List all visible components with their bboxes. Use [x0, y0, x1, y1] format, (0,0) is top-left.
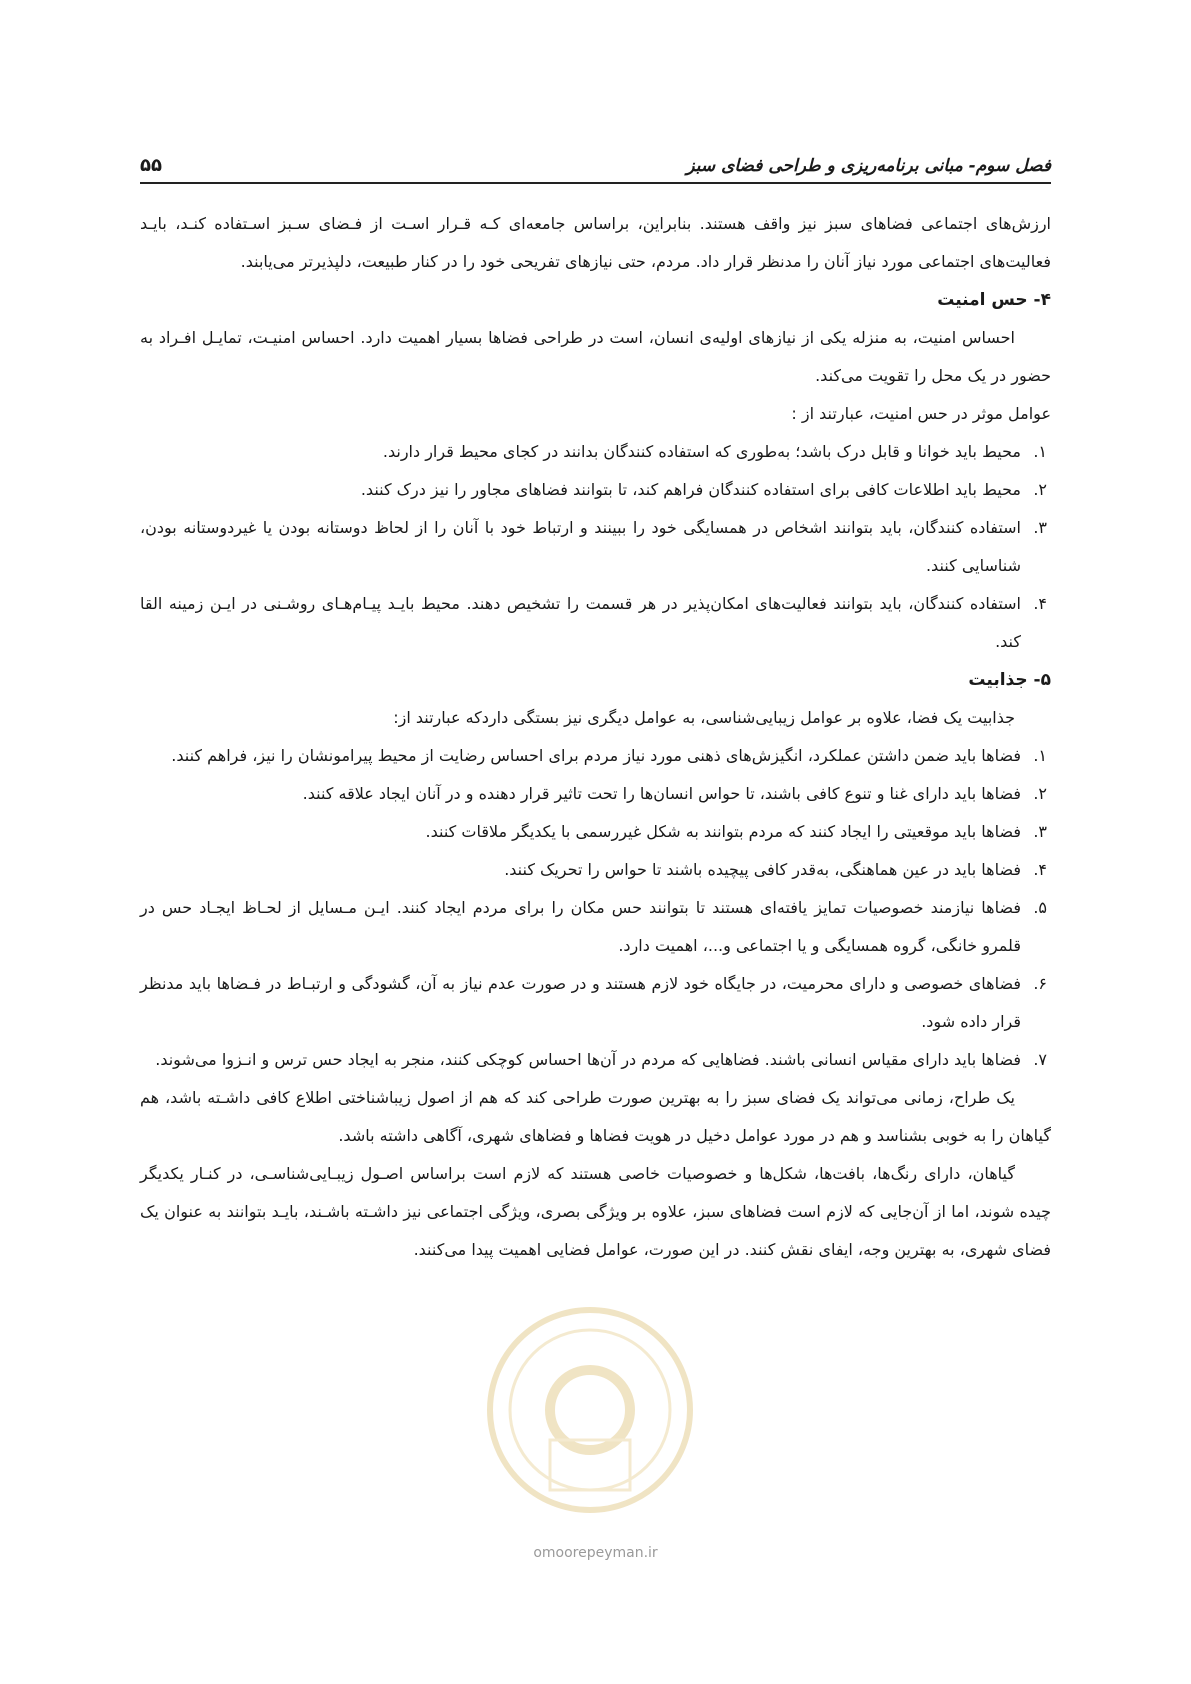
list-text: محیط باید خوانا و قابل درک باشد؛ به‌طوری که استفاده کنندگان بدانند در کجای محیط قرار دارند.: [382, 442, 1021, 461]
list-text: فضاهای خصوصی و دارای محرمیت، در جایگاه خود لازم هستند و در صورت عدم نیاز به آن، گشودگی و ارتبـاط در فـضاها باید مدنظر قرار داده شود.: [140, 974, 1021, 1031]
list-item: [140, 965, 1051, 1041]
list-number: ۶.: [1033, 974, 1047, 993]
list-text: فضاها نیازمند خصوصیات تمایز یافته‌ای هستند تا بتوانند حس مکان را برای مردم ایجاد کنند. ایـن مـسایل از لحـاظ ایجـاد حس در قلمرو خانگی، گروه همسایگی و یا اجتماعی و...، اهمیت دارد.: [140, 898, 1021, 955]
paragraph: عوامل موثر در حس امنیت، عبارتند از :: [791, 404, 1051, 423]
list-item: [140, 433, 1051, 471]
page-header: [140, 140, 1051, 184]
list-number: ۵.: [1033, 898, 1047, 917]
section-heading: ۴- حس امنیت: [937, 290, 1051, 310]
paragraph: احساس امنیت، به منزله یکی از نیازهای اولیه‌ی انسان، است در طراحی فضاها بسیار اهمیت دارد. احساس امنیـت، تمایـل افـراد به حضور در یک محل را تقویت می‌کند.: [140, 328, 1051, 385]
page-body: [140, 205, 1051, 1269]
list-text: استفاده کنندگان، باید بتوانند اشخاص در همسایگی خود را ببینند و ارتباط خود با آنان را از لحاظ دوستانه بودن یا غیردوستانه بودن، شناسایی کنند.: [140, 518, 1021, 575]
list-item: [140, 775, 1051, 813]
chapter-title: فصل سوم- مبانی برنامه‌ریزی و طراحی فضای سبز: [686, 156, 1051, 176]
watermark-logo-icon: [480, 1300, 700, 1520]
list-item: [140, 471, 1051, 509]
list-text: فضاها باید موقعیتی را ایجاد کنند که مردم بتوانند به شکل غیررسمی با یکدیگر ملاقات کنند.: [425, 822, 1021, 841]
list-text: فضاها باید در عین هماهنگی، به‌قدر کافی پیچیده باشند تا حواس را تحریک کنند.: [504, 860, 1021, 879]
paragraph: یک طراح، زمانی می‌تواند یک فضای سبز را به بهترین صورت طراحی کند که هم از اصول زیباشناختی اطلاع کافی داشـته باشد، هم گیاهان را به خوبی بشناسد و هم در مورد عوامل دخیل در هویت فضاها و فضاهای شهری، آگاهی داشته باشد.: [140, 1088, 1051, 1145]
list-item: [140, 813, 1051, 851]
list-item: [140, 1041, 1051, 1079]
list-text: فضاها باید دارای غنا و تنوع کافی باشند، تا حواس انسان‌ها را تحت تاثیر قرار دهنده و در آنان ایجاد علاقه کنند.: [302, 784, 1021, 803]
list-item: [140, 509, 1051, 585]
list-number: ۳.: [1033, 822, 1047, 841]
paragraph: گیاهان، دارای رنگ‌ها، بافت‌ها، شکل‌ها و خصوصیات خاصی هستند که لازم است براساس اصـول زیبـایی‌شناسـی، در کنـار یکدیگر چیده شوند، اما از آن‌جایی که لازم است فضاهای سبز، علاوه بر ویژگی بصری، ویژگی اجتماعی نیز داشـته باشـند، بایـد بتوانند به عنوان یک فضای شهری، به بهترین وجه، ایفای نقش کنند. در این صورت، عوامل فضایی اهمیت پیدا می‌کنند.: [140, 1164, 1051, 1259]
paragraph: جذابیت یک فضا، علاوه بر عوامل زیبایی‌شناسی، به عوامل دیگری نیز بستگی داردکه عبارتند از:: [393, 708, 1015, 727]
page-number: ۵۵: [140, 155, 162, 176]
paragraph: ارزش‌های اجتماعی فضاهای سبز نیز واقف هستند. بنابراین، براساس جامعه‌ای کـه قـرار اسـت از فـضای سـبز اسـتفاده کنـد، بایـد فعالیت‌های اجتماعی مورد نیاز آنان را مدنظر قرار داد. مردم، حتی نیازهای تفریحی خود را در کنار طبیعت، دلپذیرتر می‌یابند.: [140, 214, 1051, 271]
list-number: ۲.: [1033, 784, 1047, 803]
list-text: فضاها باید ضمن داشتن عملکرد، انگیزش‌های ذهنی مورد نیاز مردم برای احساس رضایت از محیط پیرامونشان را نیز، فراهم کنند.: [171, 746, 1021, 765]
list-number: ۷.: [1033, 1050, 1047, 1069]
list-number: ۴.: [1033, 594, 1047, 613]
numbered-list: [140, 737, 1051, 1079]
list-number: ۳.: [1033, 518, 1047, 537]
numbered-list: [140, 433, 1051, 661]
list-text: محیط باید اطلاعات کافی برای استفاده کنندگان فراهم کند، تا بتوانند فضاهای مجاور را نیز درک کنند.: [360, 480, 1021, 499]
list-text: استفاده کنندگان، باید بتوانند فعالیت‌های امکان‌پذیر در هر قسمت را تشخیص دهند. محیط بایـد پیـام‌هـای روشـنی در ایـن زمینه القا کند.: [140, 594, 1021, 651]
list-number: ۱.: [1033, 746, 1047, 765]
list-item: [140, 737, 1051, 775]
list-text: فضاها باید دارای مقیاس انسانی باشند. فضاهایی که مردم در آن‌ها احساس کوچکی کنند، منجر به ایجاد حس ترس و انـزوا می‌شوند.: [155, 1050, 1021, 1069]
list-item: [140, 851, 1051, 889]
watermark-text: omoorepeyman.ir: [533, 1545, 658, 1561]
list-item: [140, 889, 1051, 965]
list-number: ۲.: [1033, 480, 1047, 499]
list-number: ۱.: [1033, 442, 1047, 461]
list-item: [140, 585, 1051, 661]
section-heading: ۵- جذابیت: [968, 670, 1051, 690]
list-number: ۴.: [1033, 860, 1047, 879]
